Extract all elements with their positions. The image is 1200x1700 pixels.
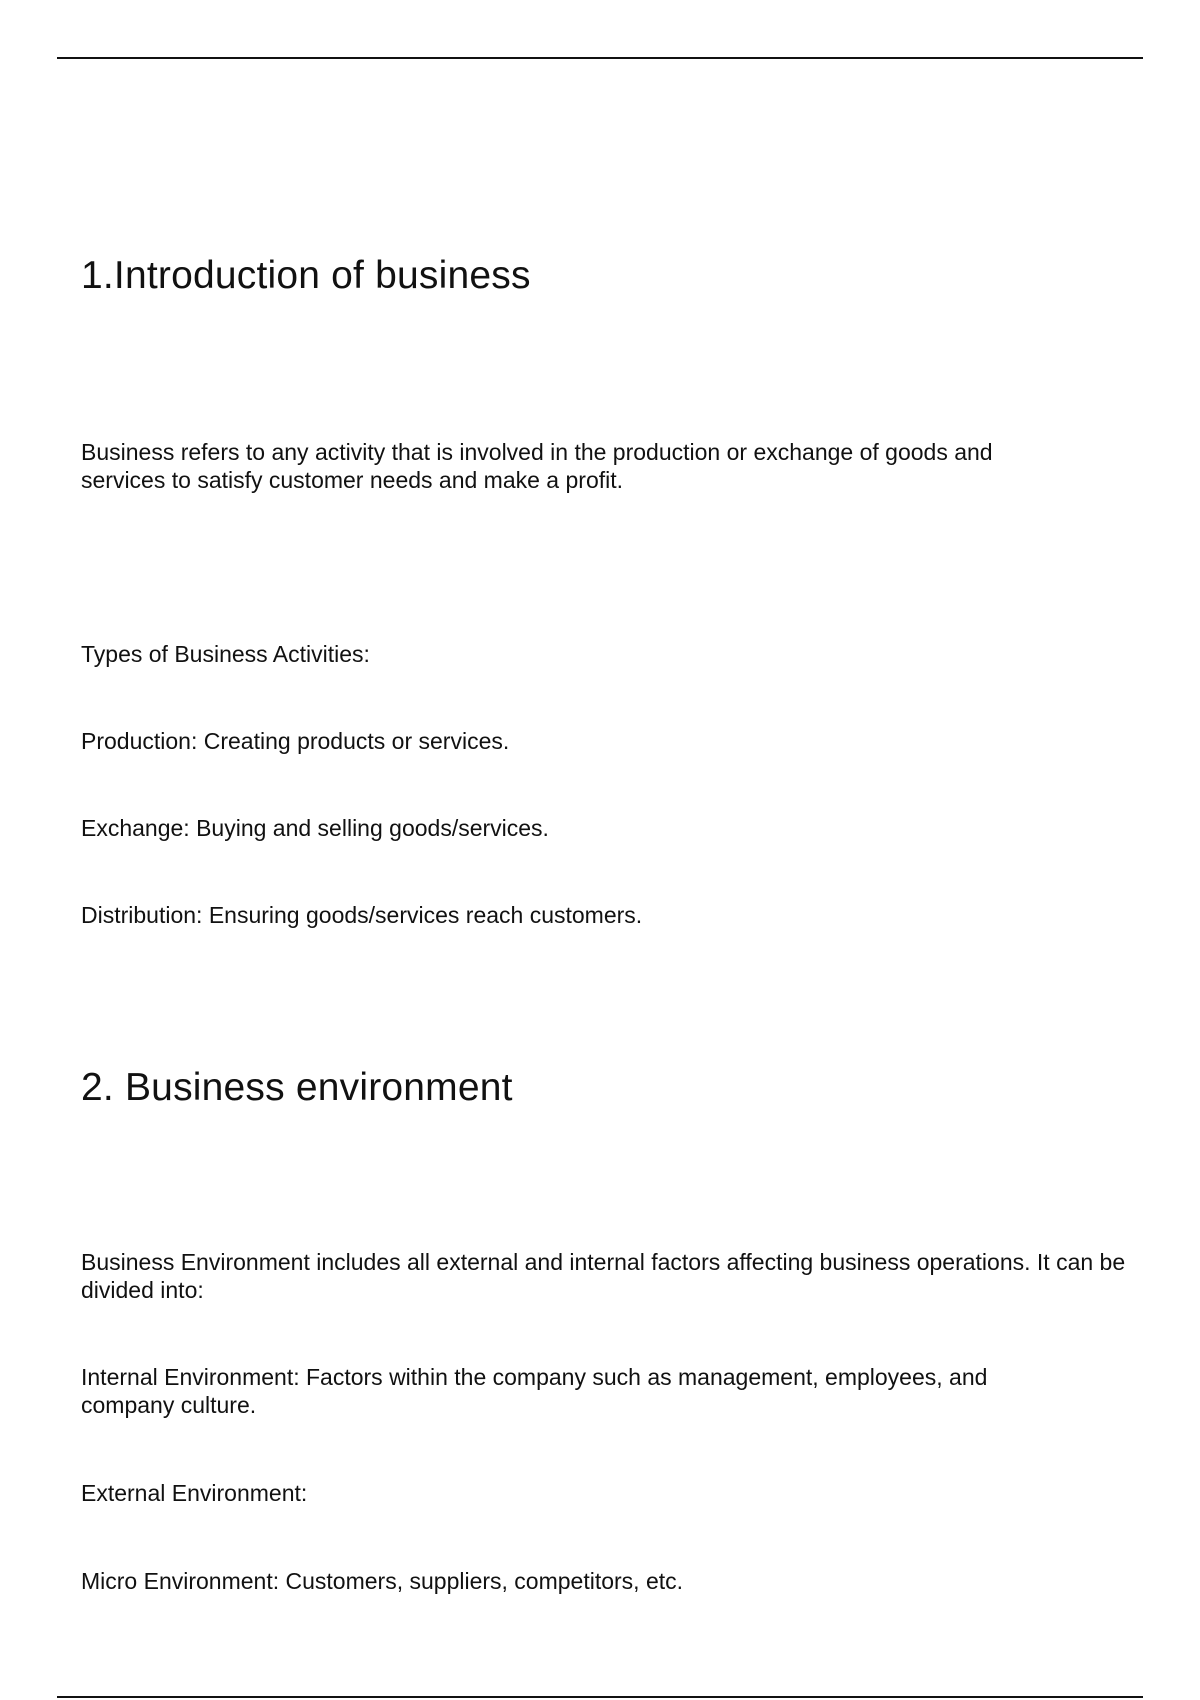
business-environment-intro: Business Environment includes all external and internal factors affecting business operations. It can be divided into:	[81, 1249, 1126, 1303]
activity-exchange: Exchange: Buying and selling goods/services.	[81, 815, 549, 841]
top-rule	[57, 57, 1143, 59]
section-1-heading: 1.Introduction of business	[81, 254, 531, 297]
types-of-activities-label: Types of Business Activities:	[81, 641, 370, 667]
activity-distribution: Distribution: Ensuring goods/services reach customers.	[81, 902, 643, 928]
activity-production: Production: Creating products or services.	[81, 728, 510, 754]
external-environment-label: External Environment:	[81, 1480, 308, 1506]
internal-environment-item: Internal Environment: Factors within the company such as management, employees, and company culture.	[81, 1364, 988, 1418]
bottom-rule	[57, 1696, 1143, 1698]
business-definition-paragraph: Business refers to any activity that is involved in the production or exchange of goods and services to satisfy customer needs and make a profit.	[81, 439, 993, 493]
micro-environment-item: Micro Environment: Customers, suppliers, competitors, etc.	[81, 1568, 684, 1594]
section-2-heading: 2. Business environment	[81, 1066, 513, 1109]
